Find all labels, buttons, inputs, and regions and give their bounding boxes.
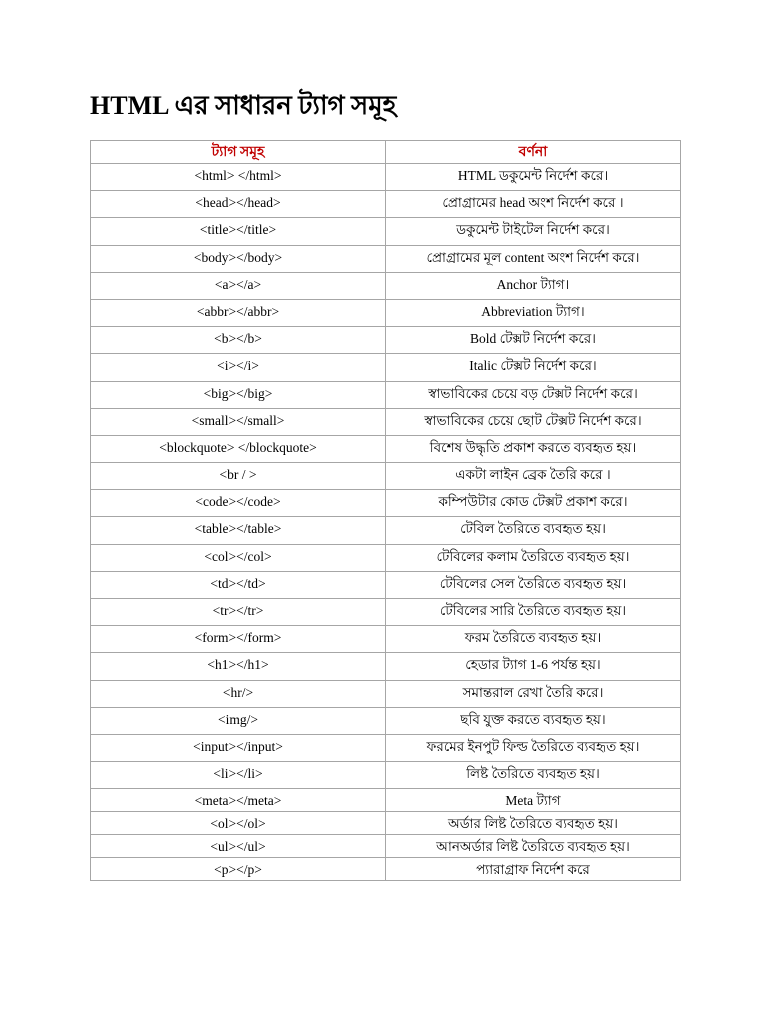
tag-cell: <td></td>: [91, 571, 386, 598]
tag-cell: <col></col>: [91, 544, 386, 571]
description-cell: লিষ্ট তৈরিতে ব্যবহৃত হয়।: [386, 762, 681, 789]
tag-cell: <hr/>: [91, 680, 386, 707]
description-cell: টেবিলের সারি তৈরিতে ব্যবহৃত হয়।: [386, 599, 681, 626]
description-cell: স্বাভাবিকের চেয়ে ছোট টেক্সট নির্দেশ করে।: [386, 408, 681, 435]
description-cell: প্রোগ্রামের মূল content অংশ নির্দেশ করে।: [386, 245, 681, 272]
description-cell: হেডার ট্যাগ 1-6 পর্যন্ত হয়।: [386, 653, 681, 680]
table-row: [91, 789, 681, 812]
tag-cell: <meta></meta>: [91, 789, 386, 812]
tag-cell: <i></i>: [91, 354, 386, 381]
tag-cell: <big></big>: [91, 381, 386, 408]
table-row: [91, 653, 681, 680]
description-cell: ফরম তৈরিতে ব্যবহৃত হয়।: [386, 626, 681, 653]
table-row: [91, 299, 681, 326]
table-row: [91, 835, 681, 858]
header-tags: ট্যাগ সমূহ: [91, 141, 386, 164]
table-row: [91, 812, 681, 835]
description-cell: Abbreviation ট্যাগ।: [386, 299, 681, 326]
table-row: [91, 218, 681, 245]
description-cell: Bold টেক্সট নির্দেশ করে।: [386, 327, 681, 354]
table-row: [91, 164, 681, 191]
tag-cell: <ul></ul>: [91, 835, 386, 858]
description-cell: স্বাভাবিকের চেয়ে বড় টেক্সট নির্দেশ করে।: [386, 381, 681, 408]
tag-table: [90, 140, 681, 881]
tag-cell: <blockquote> </blockquote>: [91, 435, 386, 462]
tag-cell: <a></a>: [91, 272, 386, 299]
tag-cell: <li></li>: [91, 762, 386, 789]
tag-cell: <b></b>: [91, 327, 386, 354]
table-row: [91, 626, 681, 653]
description-cell: ডকুমেন্ট টাইটেল নির্দেশ করে।: [386, 218, 681, 245]
table-row: [91, 191, 681, 218]
tag-cell: <head></head>: [91, 191, 386, 218]
tag-cell: <img/>: [91, 707, 386, 734]
table-row: [91, 858, 681, 881]
tag-cell: <form></form>: [91, 626, 386, 653]
table-row: [91, 327, 681, 354]
page-title: HTML এর সাধারন ট্যাগ সমূহ: [90, 91, 397, 120]
description-cell: Meta ট্যাগ: [386, 789, 681, 812]
header-description: বর্ণনা: [386, 141, 681, 164]
table-header-row: [91, 141, 681, 164]
description-cell: আনঅর্ডার লিষ্ট তৈরিতে ব্যবহৃত হয়।: [386, 835, 681, 858]
tag-cell: <code></code>: [91, 490, 386, 517]
description-cell: HTML ডকুমেন্ট নির্দেশ করে।: [386, 164, 681, 191]
tag-cell: <p></p>: [91, 858, 386, 881]
description-cell: টেবিলের সেল তৈরিতে ব্যবহৃত হয়।: [386, 571, 681, 598]
table-row: [91, 517, 681, 544]
description-cell: ছবি যুক্ত করতে ব্যবহৃত হয়।: [386, 707, 681, 734]
table-row: [91, 490, 681, 517]
table-row: [91, 272, 681, 299]
description-cell: Italic টেক্সট নির্দেশ করে।: [386, 354, 681, 381]
description-cell: টেবিল তৈরিতে ব্যবহৃত হয়।: [386, 517, 681, 544]
tag-cell: <abbr></abbr>: [91, 299, 386, 326]
table-row: [91, 707, 681, 734]
table-row: [91, 680, 681, 707]
tag-cell: <tr></tr>: [91, 599, 386, 626]
description-cell: Anchor ট্যাগ।: [386, 272, 681, 299]
description-cell: প্যারাগ্রাফ নির্দেশ করে: [386, 858, 681, 881]
table-row: [91, 245, 681, 272]
tag-cell: <ol></ol>: [91, 812, 386, 835]
table-row: [91, 408, 681, 435]
table-row: [91, 599, 681, 626]
description-cell: কম্পিউটার কোড টেক্সট প্রকাশ করে।: [386, 490, 681, 517]
description-cell: সমান্তরাল রেখা তৈরি করে।: [386, 680, 681, 707]
table-row: [91, 435, 681, 462]
tag-cell: <h1></h1>: [91, 653, 386, 680]
description-cell: বিশেষ উদ্ধৃতি প্রকাশ করতে ব্যবহৃত হয়।: [386, 435, 681, 462]
description-cell: ফরমের ইনপুট ফিল্ড তৈরিতে ব্যবহৃত হয়।: [386, 734, 681, 761]
description-cell: প্রোগ্রামের head অংশ নির্দেশ করে ।: [386, 191, 681, 218]
table-row: [91, 571, 681, 598]
tag-cell: <table></table>: [91, 517, 386, 544]
description-cell: অর্ডার লিষ্ট তৈরিতে ব্যবহৃত হয়।: [386, 812, 681, 835]
tag-cell: <body></body>: [91, 245, 386, 272]
table-row: [91, 381, 681, 408]
table-row: [91, 354, 681, 381]
table-row: [91, 463, 681, 490]
tag-cell: <br / >: [91, 463, 386, 490]
tag-cell: <small></small>: [91, 408, 386, 435]
description-cell: টেবিলের কলাম তৈরিতে ব্যবহৃত হয়।: [386, 544, 681, 571]
tag-cell: <html> </html>: [91, 164, 386, 191]
description-cell: একটা লাইন ব্রেক তৈরি করে ।: [386, 463, 681, 490]
tag-cell: <title></title>: [91, 218, 386, 245]
tag-cell: <input></input>: [91, 734, 386, 761]
table-row: [91, 762, 681, 789]
table-row: [91, 734, 681, 761]
table-row: [91, 544, 681, 571]
